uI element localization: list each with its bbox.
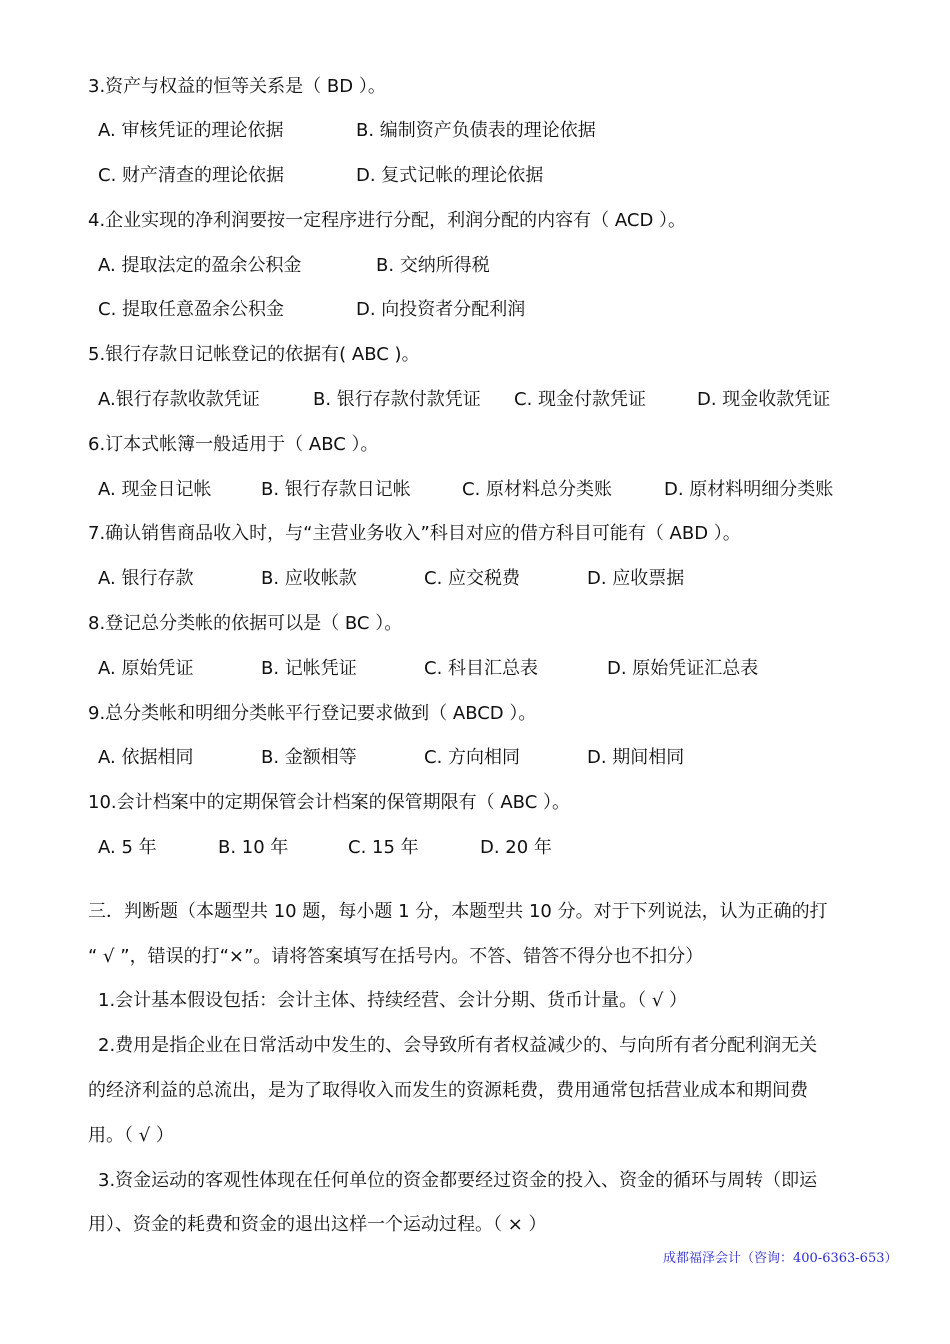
q4-option-c: C. 提取任意盈余公积金 <box>98 299 285 320</box>
q3-option-c: C. 财产清查的理论依据 <box>98 165 285 186</box>
judgement-3-line-2: 用）、资金的耗费和资金的退出这样一个运动过程。（ × ） <box>88 1214 547 1235</box>
question-5: 5.银行存款日记帐登记的依据有( ABC )。 <box>88 344 420 365</box>
judgement-2-line-1: 2.费用是指企业在日常活动中发生的、会导致所有者权益减少的、与向所有者分配利润无关 <box>98 1035 818 1056</box>
question-9: 9.总分类帐和明细分类帐平行登记要求做到（ ABCD ）。 <box>88 703 537 724</box>
q6-option-c: C. 原材料总分类账 <box>462 479 613 500</box>
q10-option-a: A. 5 年 <box>98 837 157 858</box>
q4-option-d: D. 向投资者分配利润 <box>356 299 526 320</box>
judgement-2-line-3: 用。（ √ ） <box>88 1125 174 1146</box>
question-8: 8.登记总分类帐的依据可以是（ BC ）。 <box>88 613 403 634</box>
q7-option-d: D. 应收票据 <box>587 568 685 589</box>
q10-option-c: C. 15 年 <box>348 837 419 858</box>
q10-option-d: D. 20 年 <box>480 837 552 858</box>
q10-option-b: B. 10 年 <box>218 837 289 858</box>
question-6: 6.订本式帐簿一般适用于（ ABC ）。 <box>88 434 379 455</box>
q6-option-d: D. 原材料明细分类账 <box>664 479 834 500</box>
q6-option-a: A. 现金日记帐 <box>98 479 212 500</box>
judgement-2-line-2: 的经济利益的总流出，是为了取得收入而发生的资源耗费，费用通常包括营业成本和期间费 <box>88 1080 808 1101</box>
q9-option-a: A. 依据相同 <box>98 747 194 768</box>
question-3: 3.资产与权益的恒等关系是（ BD ）。 <box>88 76 386 97</box>
q5-option-b: B. 银行存款付款凭证 <box>313 389 481 410</box>
q3-option-b: B. 编制资产负债表的理论依据 <box>356 120 596 141</box>
q3-option-a: A. 审核凭证的理论依据 <box>98 120 284 141</box>
q3-option-d: D. 复式记帐的理论依据 <box>356 165 544 186</box>
q4-option-b: B. 交纳所得税 <box>376 255 490 276</box>
judgement-3-line-1: 3.资金运动的客观性体现在任何单位的资金都要经过资金的投入、资金的循环与周转（即运 <box>98 1170 818 1191</box>
q7-option-a: A. 银行存款 <box>98 568 194 589</box>
q5-option-a: A.银行存款收款凭证 <box>98 389 260 410</box>
judgement-1: 1.会计基本假设包括：会计主体、持续经营、会计分期、货币计量。（ √ ） <box>98 990 688 1011</box>
q5-option-d: D. 现金收款凭证 <box>697 389 831 410</box>
q7-option-c: C. 应交税费 <box>424 568 521 589</box>
footer-contact: 成都福泽会计（咨询：400-6363-653） <box>663 1251 898 1266</box>
q5-option-c: C. 现金付款凭证 <box>514 389 647 410</box>
q8-option-b: B. 记帐凭证 <box>261 658 357 679</box>
q6-option-b: B. 银行存款日记帐 <box>261 479 411 500</box>
q8-option-a: A. 原始凭证 <box>98 658 194 679</box>
q9-option-c: C. 方向相同 <box>424 747 521 768</box>
q4-option-a: A. 提取法定的盈余公积金 <box>98 255 302 276</box>
q8-option-d: D. 原始凭证汇总表 <box>607 658 759 679</box>
section-3-heading-line-1: 三．判断题（本题型共 10 题，每小题 1 分，本题型共 10 分。对于下列说法，认为正确的打 <box>88 901 828 922</box>
section-3-heading-line-2: “ √ ”，错误的打“×”。请将答案填写在括号内。不答、错答不得分也不扣分） <box>88 946 704 967</box>
question-10: 10.会计档案中的定期保管会计档案的保管期限有（ ABC ）。 <box>88 792 570 813</box>
question-4: 4.企业实现的净利润要按一定程序进行分配，利润分配的内容有（ ACD ）。 <box>88 210 687 231</box>
q7-option-b: B. 应收帐款 <box>261 568 357 589</box>
q9-option-d: D. 期间相同 <box>587 747 685 768</box>
q9-option-b: B. 金额相等 <box>261 747 357 768</box>
question-7: 7.确认销售商品收入时，与“主营业务收入”科目对应的借方科目可能有（ ABD ）。 <box>88 523 741 544</box>
q8-option-c: C. 科目汇总表 <box>424 658 539 679</box>
